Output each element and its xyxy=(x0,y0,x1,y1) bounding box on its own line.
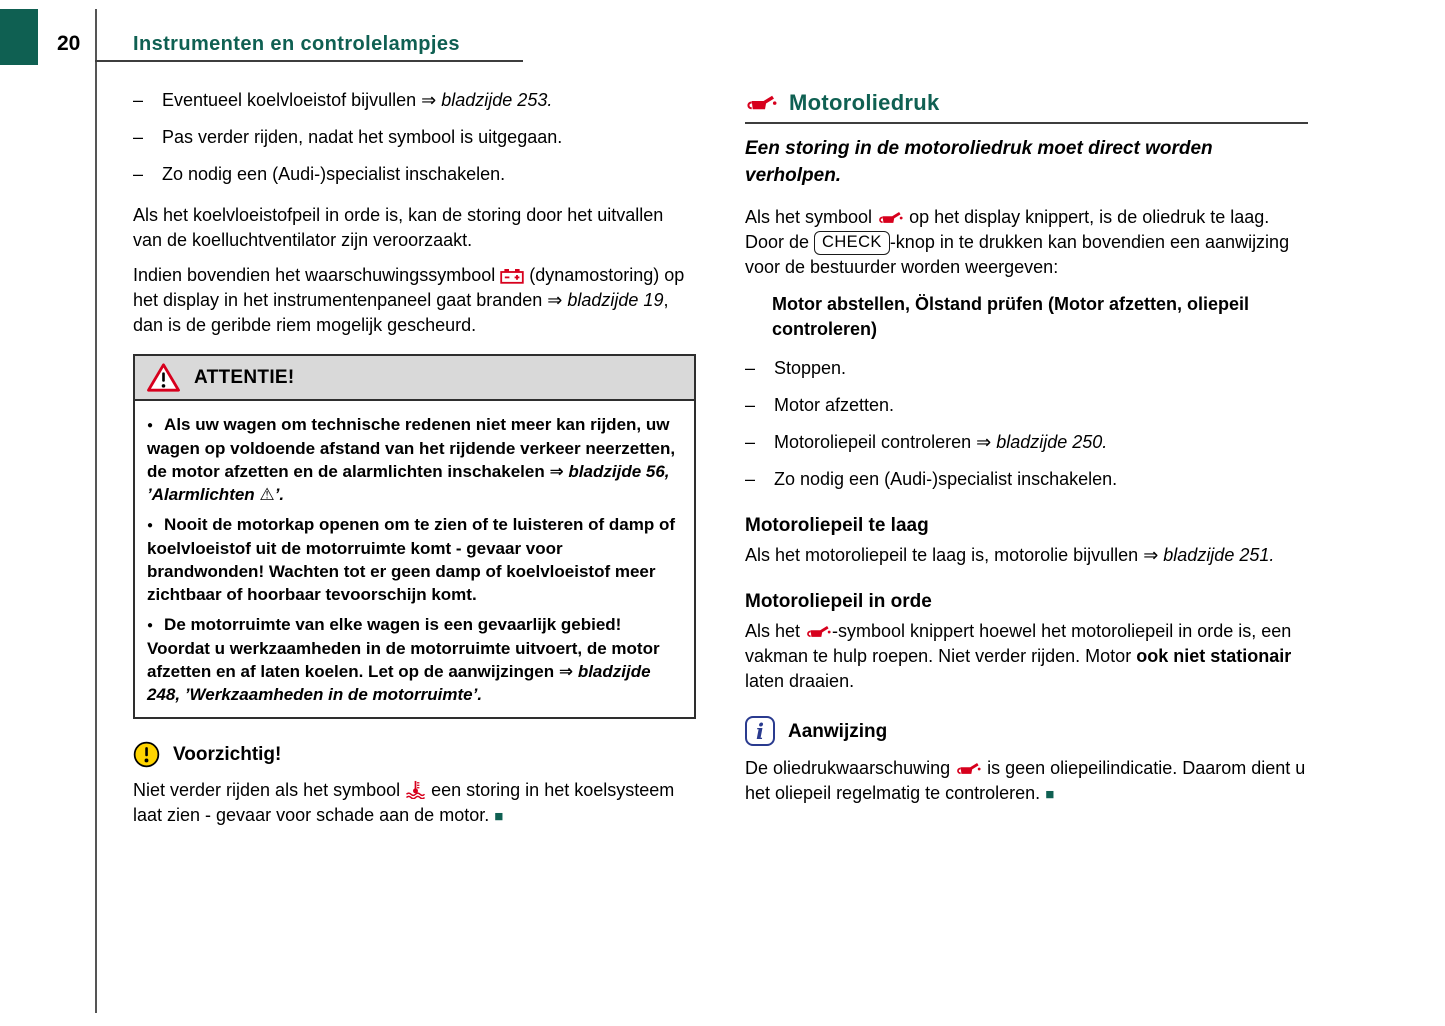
note-text xyxy=(745,756,1308,807)
dash-marker: – xyxy=(745,395,756,415)
text-run: -knop in te drukken kan bovendien een aanwijzing voor de bestuurder worden weergeven: xyxy=(745,232,1290,277)
chapter-title-rule xyxy=(95,60,523,62)
attention-title: ATTENTIE! xyxy=(194,367,295,388)
list-item-text: Motor afzetten. xyxy=(774,395,895,415)
page-reference: bladzijde 19 xyxy=(567,290,664,310)
check-button-key: CHECK xyxy=(814,231,890,255)
list-item xyxy=(745,430,1308,455)
right-column xyxy=(745,90,1308,807)
list-item-text xyxy=(162,88,552,113)
list-item-text: Pas verder rijden, nadat het symbool is uitgegaan. xyxy=(162,127,563,147)
note-title: Aanwijzing xyxy=(788,720,888,742)
text-run: Eventueel koelvloeistof bijvullen ⇒ xyxy=(162,90,442,110)
list-item xyxy=(745,467,1308,492)
text-run: Niet verder rijden als het symbool xyxy=(133,780,406,800)
list-item-text: Stoppen. xyxy=(774,358,847,378)
page-number: 20 xyxy=(57,32,81,55)
text-run: een storing in het koelsysteem laat zien - gevaar voor schade aan de motor. xyxy=(133,780,675,825)
dash-marker: – xyxy=(745,358,756,378)
text-run: Motoroliepeil controleren ⇒ xyxy=(774,432,997,452)
attention-bullet xyxy=(147,513,682,606)
paragraph-coolant-fan: Als het koelvloeistofpeil in orde is, kan de storing door het uitvallen van de koelluchtventilator zijn veroorzaakt. xyxy=(133,205,664,250)
text-run: op het display knippert, is de oliedruk te laag. Door de xyxy=(745,207,1270,252)
hazard-lights-triangle-icon: ⚠ xyxy=(259,485,275,504)
attention-bullet xyxy=(147,613,682,706)
page-reference: bladzijde 248, ’Werkzaamheden in de motorruimte’. xyxy=(147,662,651,704)
info-icon: i xyxy=(745,716,775,746)
note-header xyxy=(745,716,1308,746)
attention-body xyxy=(135,401,694,717)
text-run: (dynamostoring) op het display in het instrumentenpaneel gaat branden ⇒ xyxy=(133,265,685,310)
caution-header xyxy=(133,741,696,768)
section-end-marker: ■ xyxy=(1045,786,1055,803)
section-end-marker: ■ xyxy=(494,808,504,825)
list-item-text xyxy=(774,430,1107,455)
section-intro: Een storing in de motoroliedruk moet direct worden verholpen. xyxy=(745,138,1213,186)
subsection-text-oil-low xyxy=(745,543,1308,568)
oil-pressure-warning-icon xyxy=(805,624,832,639)
text-run: Indien bovendien het waarschuwingssymbool xyxy=(133,265,501,285)
text-run: Als uw wagen om technische redenen niet meer kan rijden, uw wagen op voldoende afstand van het rijdende verkeer neerzetten, de motor afzetten en de alarmlichten inschakelen ⇒ xyxy=(147,415,676,481)
subsection-title-oil-ok: Motoroliepeil in orde xyxy=(745,591,932,612)
list-item xyxy=(133,88,696,113)
bullet-marker: ● xyxy=(147,420,154,431)
left-column xyxy=(133,88,696,829)
attention-header xyxy=(135,356,694,401)
oil-pressure-warning-icon xyxy=(877,210,904,225)
section-title: Motoroliedruk xyxy=(789,90,940,115)
list-item-text: Zo nodig een (Audi-)specialist inschakelen. xyxy=(774,469,1118,489)
bullet-marker: ● xyxy=(147,520,154,531)
steps-list xyxy=(745,356,1308,492)
paragraph-dynamo xyxy=(133,263,696,338)
bold-run: ook niet stationair xyxy=(1136,646,1292,666)
dash-marker: – xyxy=(133,164,144,184)
attention-bullet xyxy=(147,413,682,506)
text-run: Als het motoroliepeil te laag is, motorolie bijvullen ⇒ xyxy=(745,545,1164,565)
oil-pressure-warning-icon xyxy=(955,761,982,776)
text-run: Als het symbool xyxy=(745,207,878,227)
dash-marker: – xyxy=(133,90,144,110)
caution-text xyxy=(133,778,696,829)
dash-marker: – xyxy=(745,469,756,489)
list-item xyxy=(133,125,696,150)
text-run: De motorruimte van elke wagen is een gevaarlijk gebied! Voordat u werkzaamheden in de motorruimte uitvoert, de motor afzetten en af laten koelen. Let op de aanwijzingen ⇒ xyxy=(147,615,660,681)
chapter-title: Instrumenten en controlelampjes xyxy=(133,33,460,55)
text-run: laten draaien. xyxy=(745,671,855,691)
dash-marker: – xyxy=(745,432,756,452)
text-run: Nooit de motorkap openen om te zien of te luisteren of damp of koelvloeistof uit de motorruimte komt - gevaar voor brandwonden! Wachten tot er geen damp of koelvloeistof meer zichtbaar of hoorbaar tevoorschijn komt. xyxy=(147,515,676,604)
dash-marker: – xyxy=(133,127,144,147)
display-message: Motor abstellen, Ölstand prüfen (Motor afzetten, oliepeil controleren) xyxy=(772,294,1250,339)
list-item xyxy=(745,393,1308,418)
page-reference: bladzijde 251. xyxy=(1163,545,1275,565)
chapter-color-tab xyxy=(0,9,38,65)
text-run: -symbool knippert hoewel het motoroliepeil in orde is, een vakman te hulp roepen. Niet verder rijden. Motor xyxy=(745,621,1292,666)
bullet-marker: ● xyxy=(147,620,154,631)
text-run: is geen oliepeilindicatie. Daarom dient u het oliepeil regelmatig te controleren. xyxy=(745,758,1306,803)
warning-triangle-icon xyxy=(146,362,181,393)
text-run: , dan is de geribde riem mogelijk gescheurd. xyxy=(133,290,669,335)
attention-box xyxy=(133,354,696,719)
section-heading xyxy=(745,90,1308,115)
coolant-temperature-warning-icon xyxy=(405,780,426,799)
text-run: De oliedrukwaarschuwing xyxy=(745,758,956,778)
section-heading-rule xyxy=(745,122,1308,124)
list-item xyxy=(133,162,696,187)
caution-exclamation-icon xyxy=(133,741,160,768)
subsection-text-oil-ok xyxy=(745,619,1308,694)
text-run: ’. xyxy=(274,485,285,504)
list-item xyxy=(745,356,1308,381)
page-reference: bladzijde 250. xyxy=(996,432,1108,452)
oil-pressure-warning-icon xyxy=(745,93,778,112)
text-run: bladzijde 56, ’Alarmlichten xyxy=(147,462,670,504)
caution-title: Voorzichtig! xyxy=(173,744,282,765)
page-reference: bladzijde 253. xyxy=(441,90,553,110)
paragraph-oil-pressure xyxy=(745,205,1308,280)
margin-rule xyxy=(95,9,97,1013)
list-item-text: Zo nodig een (Audi-)specialist inschakelen. xyxy=(162,164,506,184)
battery-charge-warning-icon xyxy=(500,268,524,284)
text-run: Als het xyxy=(745,621,806,641)
subsection-title-oil-low: Motoroliepeil te laag xyxy=(745,515,929,536)
